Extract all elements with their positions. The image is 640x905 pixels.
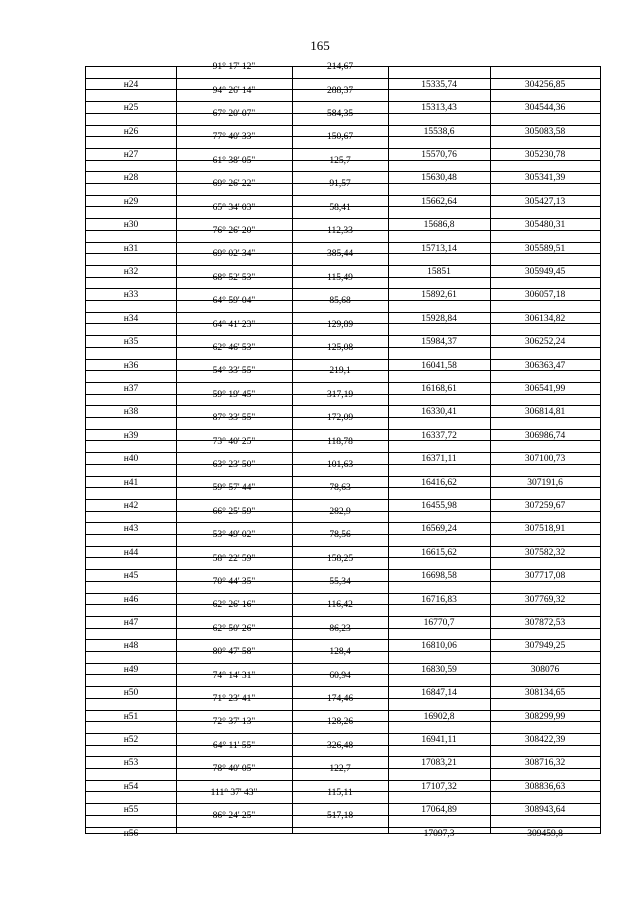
page-number: 165 <box>310 38 330 53</box>
direction-angle <box>176 284 292 296</box>
coordinate-x: 17083,21 <box>421 758 457 769</box>
direction-angle: 69° 02' 34" <box>212 249 256 260</box>
direction-angle <box>176 799 292 811</box>
distance: 125,08 <box>326 342 354 353</box>
direction-angle <box>176 518 292 530</box>
coordinate-y: 306363,47 <box>524 360 566 371</box>
distance <box>292 238 388 250</box>
point-label: н26 <box>123 126 139 137</box>
direction-angle: 67° 20' 07" <box>212 108 256 119</box>
coordinate-x: 15538,6 <box>423 126 455 137</box>
coordinate-x: 16902,8 <box>423 711 455 722</box>
point-label: н54 <box>123 781 139 792</box>
point-label: н46 <box>123 594 139 605</box>
direction-angle <box>176 729 292 741</box>
point-label: н28 <box>123 173 139 184</box>
coordinate-y: 308076 <box>530 664 560 675</box>
direction-angle <box>176 191 292 203</box>
point-label: н33 <box>123 290 139 301</box>
coordinate-x: 16168,61 <box>421 383 457 394</box>
coordinate-x: 15570,76 <box>421 149 457 160</box>
coordinate-y: 305230,78 <box>524 149 566 160</box>
direction-angle <box>176 495 292 507</box>
coordinate-x: 16041,58 <box>421 360 457 371</box>
direction-angle: 91° 17' 12" <box>212 62 256 73</box>
direction-angle <box>176 635 292 647</box>
distance <box>292 682 388 694</box>
distance: 60,94 <box>329 670 351 681</box>
coordinate-x: 16941,11 <box>421 734 457 745</box>
direction-angle: 65° 34' 03" <box>212 202 256 213</box>
direction-angle <box>176 378 292 390</box>
point-label: н41 <box>123 477 139 488</box>
coordinate-y: 307518,91 <box>524 524 566 535</box>
coordinate-y: 305341,39 <box>524 173 566 184</box>
direction-angle: 59° 57' 44" <box>212 483 256 494</box>
coordinate-y: 306541,99 <box>524 383 566 394</box>
point-label: н52 <box>123 734 139 745</box>
distance <box>292 799 388 811</box>
distance <box>292 659 388 671</box>
direction-angle <box>176 659 292 671</box>
distance: 288,37 <box>326 85 354 96</box>
distance <box>292 425 388 437</box>
direction-angle <box>176 238 292 250</box>
distance: 112,33 <box>327 225 353 236</box>
coordinate-y: 306252,24 <box>524 337 566 348</box>
direction-angle: 66° 25' 59" <box>212 506 256 517</box>
distance <box>292 448 388 460</box>
distance <box>292 74 388 86</box>
coordinate-x: 17064,89 <box>421 805 457 816</box>
distance <box>292 823 388 835</box>
distance <box>292 589 388 601</box>
coordinate-y: 305480,31 <box>524 220 566 231</box>
point-label: н29 <box>123 196 139 207</box>
distance: 150,67 <box>326 132 354 143</box>
coordinate-y: 307872,53 <box>524 617 566 628</box>
point-label: н43 <box>123 524 139 535</box>
distance <box>292 144 388 156</box>
coordinate-x: 17107,32 <box>421 781 457 792</box>
coordinate-x: 16716,83 <box>421 594 457 605</box>
direction-angle <box>176 425 292 437</box>
point-label: н39 <box>123 430 139 441</box>
distance <box>292 355 388 367</box>
direction-angle <box>176 331 292 343</box>
distance: 214,67 <box>326 62 354 73</box>
direction-angle: 68° 52' 53" <box>212 272 256 283</box>
direction-angle <box>176 589 292 601</box>
point-label: н48 <box>123 641 139 652</box>
direction-angle: 53° 49' 02" <box>212 530 256 541</box>
direction-angle: 71° 23' 41" <box>212 693 256 704</box>
coordinate-y: 308716,32 <box>524 758 566 769</box>
direction-angle: 73° 40' 25" <box>212 436 256 447</box>
coordinate-y: 307582,32 <box>524 547 566 558</box>
distance: 129,89 <box>326 319 354 330</box>
point-label: н53 <box>123 758 139 769</box>
direction-angle <box>176 214 292 226</box>
coordinate-y: 305949,45 <box>524 266 566 277</box>
distance: 125,7 <box>329 155 351 166</box>
coordinate-x: 16810,06 <box>421 641 457 652</box>
distance <box>292 729 388 741</box>
direction-angle <box>176 74 292 86</box>
distance: 282,9 <box>329 506 351 517</box>
direction-angle <box>176 448 292 460</box>
direction-angle <box>176 121 292 133</box>
direction-angle: 76° 26' 20" <box>212 225 256 236</box>
coordinate-x: 16770,7 <box>423 617 455 628</box>
point-label: н30 <box>123 220 139 231</box>
point-label: н32 <box>123 266 139 277</box>
coordinate-x: 16569,24 <box>421 524 457 535</box>
point-label: н56 <box>123 828 139 839</box>
coordinate-y: 308836,63 <box>524 781 566 792</box>
direction-angle: 54° 33' 55" <box>212 366 256 377</box>
coordinate-y: 307100,73 <box>524 454 566 465</box>
distance: 122,7 <box>329 764 351 775</box>
direction-angle: 64° 11' 55" <box>212 740 256 751</box>
direction-angle: 70° 44' 35" <box>212 576 256 587</box>
distance <box>292 167 388 179</box>
coordinate-x: 15892,61 <box>421 290 457 301</box>
coordinate-x: 15984,37 <box>421 337 457 348</box>
distance: 118,78 <box>327 436 353 447</box>
coordinate-x: 15335,74 <box>421 79 457 90</box>
direction-angle <box>176 776 292 788</box>
distance: 128,4 <box>329 647 351 658</box>
distance: 91,57 <box>329 179 351 190</box>
distance <box>292 518 388 530</box>
direction-angle <box>176 167 292 179</box>
point-label: н38 <box>123 407 139 418</box>
direction-angle: 64° 59' 04" <box>212 296 256 307</box>
direction-angle <box>176 401 292 413</box>
coordinate-x: 16698,58 <box>421 571 457 582</box>
distance <box>292 706 388 718</box>
direction-angle: 72° 37' 13" <box>212 717 256 728</box>
distance: 584,35 <box>326 108 354 119</box>
coordinate-x: 16830,59 <box>421 664 457 675</box>
coordinate-y: 306134,82 <box>524 313 566 324</box>
coordinate-x: 15928,84 <box>421 313 457 324</box>
coordinate-x: 17097,3 <box>423 828 455 839</box>
direction-angle <box>176 706 292 718</box>
direction-angle <box>176 682 292 694</box>
direction-angle <box>176 542 292 554</box>
point-label: н42 <box>123 500 139 511</box>
coordinate-x: 15851 <box>427 266 451 277</box>
point-label: н27 <box>123 149 139 160</box>
point-label: н24 <box>123 79 139 90</box>
point-label: н36 <box>123 360 139 371</box>
distance: 116,42 <box>327 600 353 611</box>
coordinate-x: 16330,41 <box>421 407 457 418</box>
direction-angle: 62° 50' 26" <box>212 623 256 634</box>
distance <box>292 565 388 577</box>
distance <box>292 284 388 296</box>
direction-angle: 80° 47' 58" <box>212 647 256 658</box>
coordinate-y: 307949,25 <box>524 641 566 652</box>
coordinate-y: 308422,39 <box>524 734 566 745</box>
direction-angle <box>176 612 292 624</box>
distance: 317,19 <box>326 389 354 400</box>
distance: 78,63 <box>329 483 351 494</box>
direction-angle: 77° 40' 33" <box>212 132 256 143</box>
distance: 115,11 <box>327 787 353 798</box>
direction-angle <box>176 261 292 273</box>
coordinate-y: 307259,67 <box>524 500 566 511</box>
distance <box>292 214 388 226</box>
coordinate-y: 305427,13 <box>524 196 566 207</box>
distance <box>292 401 388 413</box>
distance <box>292 635 388 647</box>
coordinate-y: 308943,64 <box>524 805 566 816</box>
distance <box>292 378 388 390</box>
point-label: н50 <box>123 688 139 699</box>
direction-angle: 69° 26' 22" <box>212 179 256 190</box>
point-label: н40 <box>123 454 139 465</box>
coordinate-x: 16416,62 <box>421 477 457 488</box>
direction-angle <box>176 308 292 320</box>
point-label: н45 <box>123 571 139 582</box>
point-label: н47 <box>123 617 139 628</box>
distance: 115,49 <box>327 272 353 283</box>
distance <box>292 97 388 109</box>
point-label: н25 <box>123 103 139 114</box>
coordinate-y: 304544,36 <box>524 103 566 114</box>
distance: 101,63 <box>326 459 354 470</box>
direction-angle: 63° 23' 50" <box>212 459 256 470</box>
point-label: н37 <box>123 383 139 394</box>
distance <box>292 331 388 343</box>
coordinate-x: 16371,11 <box>421 454 457 465</box>
coordinate-x: 15713,14 <box>421 243 457 254</box>
distance <box>292 776 388 788</box>
direction-angle <box>176 97 292 109</box>
distance <box>292 752 388 764</box>
direction-angle <box>176 472 292 484</box>
coordinate-y: 306814,81 <box>524 407 566 418</box>
coordinate-x: 16455,98 <box>421 500 457 511</box>
distance: 326,48 <box>326 740 354 751</box>
coordinate-y: 306986,74 <box>524 430 566 441</box>
direction-angle <box>176 752 292 764</box>
distance: 58,41 <box>329 202 351 213</box>
distance: 158,25 <box>326 553 354 564</box>
coordinate-x: 16337,72 <box>421 430 457 441</box>
distance <box>292 121 388 133</box>
coordinate-y: 304256,85 <box>524 79 566 90</box>
coordinate-y: 308134,65 <box>524 688 566 699</box>
coordinate-y: 307769,32 <box>524 594 566 605</box>
coordinate-y: 308299,99 <box>524 711 566 722</box>
direction-angle: 111° 37' 43" <box>210 787 258 798</box>
distance: 86,23 <box>329 623 351 634</box>
coordinate-x: 15686,8 <box>423 220 455 231</box>
distance <box>292 612 388 624</box>
coordinate-y: 309459,8 <box>527 828 563 839</box>
coordinates-table <box>85 62 601 839</box>
distance: 174,46 <box>326 693 354 704</box>
point-label: н44 <box>123 547 139 558</box>
table-row <box>86 827 600 839</box>
direction-angle: 62° 46' 53" <box>212 342 256 353</box>
distance: 517,18 <box>326 810 354 821</box>
point-label: н34 <box>123 313 139 324</box>
coordinate-x: 15662,64 <box>421 196 457 207</box>
distance <box>292 542 388 554</box>
distance: 78,56 <box>329 530 351 541</box>
distance <box>292 472 388 484</box>
point-label: н31 <box>123 243 139 254</box>
distance: 128,26 <box>326 717 354 728</box>
direction-angle: 61° 38' 05" <box>212 155 256 166</box>
direction-angle: 74° 14' 31" <box>212 670 256 681</box>
coordinate-y: 305589,51 <box>524 243 566 254</box>
distance: 219,1 <box>329 366 351 377</box>
direction-angle <box>176 144 292 156</box>
coordinate-y: 306057,18 <box>524 290 566 301</box>
direction-angle: 58° 22' 59" <box>212 553 256 564</box>
direction-angle: 87° 33' 55" <box>212 413 256 424</box>
coordinate-y: 307191,6 <box>527 477 563 488</box>
direction-angle: 94° 26' 14" <box>212 85 256 96</box>
distance: 85,68 <box>329 296 351 307</box>
direction-angle <box>176 565 292 577</box>
coordinate-y: 307717,08 <box>524 571 566 582</box>
distance <box>292 191 388 203</box>
coordinate-x: 15313,43 <box>421 103 457 114</box>
direction-angle: 64° 41' 23" <box>212 319 256 330</box>
coordinate-y: 305083,58 <box>524 126 566 137</box>
direction-angle <box>176 355 292 367</box>
point-label: н35 <box>123 337 139 348</box>
distance: 172,09 <box>326 413 354 424</box>
direction-angle: 86° 24' 25" <box>212 810 256 821</box>
distance: 385,44 <box>326 249 354 260</box>
distance <box>292 308 388 320</box>
direction-angle <box>176 823 292 835</box>
direction-angle: 59° 19' 45" <box>212 389 256 400</box>
distance <box>292 495 388 507</box>
point-label: н55 <box>123 805 139 816</box>
direction-angle: 62° 26' 16" <box>212 600 256 611</box>
point-label: н49 <box>123 664 139 675</box>
distance <box>292 261 388 273</box>
coordinate-x: 16615,62 <box>421 547 457 558</box>
distance: 55,34 <box>329 576 351 587</box>
coordinate-x: 15630,48 <box>421 173 457 184</box>
direction-angle: 78° 40' 05" <box>212 764 256 775</box>
coordinate-x: 16847,14 <box>421 688 457 699</box>
point-label: н51 <box>123 711 139 722</box>
